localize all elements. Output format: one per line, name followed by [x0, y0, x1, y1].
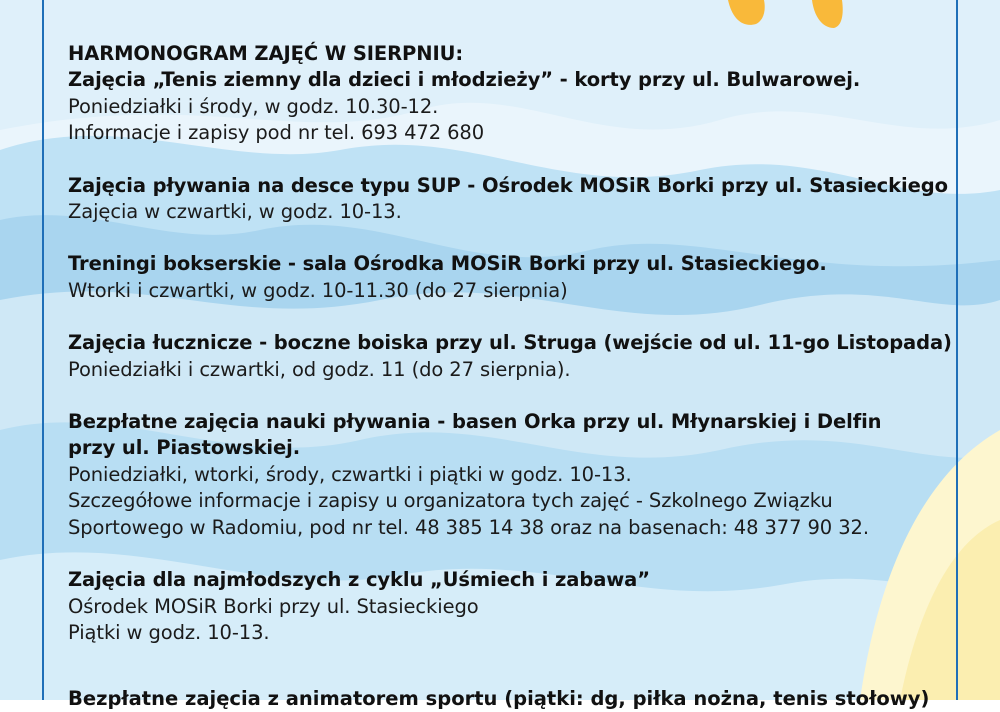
- spacer: [68, 304, 948, 330]
- section-line: Sportowego w Radomiu, pod nr tel. 48 385 14 38 oraz na basenach: 48 377 90 32.: [68, 515, 869, 539]
- spacer: [68, 225, 948, 251]
- section-title-boxing: Treningi bokserskie - sala Ośrodka MOSiR Borki przy ul. Stasieckiego.: [68, 252, 827, 276]
- spacer: [68, 147, 948, 173]
- section-line: Szczegółowe informacje i zapisy u organizatora tych zajęć - Szkolnego Związku: [68, 489, 833, 513]
- section-line: Poniedziałki, wtorki, środy, czwartki i piątki w godz. 10-13.: [68, 462, 632, 486]
- section-line: Poniedziałki i środy, w godz. 10.30-12.: [68, 94, 439, 118]
- frame-right-border: [956, 0, 958, 700]
- section-line: Informacje i zapisy pod nr tel. 693 472 680: [68, 121, 485, 145]
- section-line: Ośrodek MOSiR Borki przy ul. Stasieckiego: [68, 594, 479, 618]
- section-title-swimming-cont: przy ul. Piastowskiej.: [68, 436, 301, 460]
- cut-off-section-title: Bezpłatne zajęcia z animatorem sportu (piątki: dg, piłka nożna, tenis stołowy): [68, 687, 930, 710]
- section-title-tennis: Zajęcia „Tenis ziemny dla dzieci i młodzieży” - korty przy ul. Bulwarowej.: [68, 68, 861, 92]
- spacer: [68, 541, 948, 567]
- schedule-header: HARMONOGRAM ZAJĘĆ W SIERPNIU:: [68, 42, 464, 65]
- section-line: Zajęcia w czwartki, w godz. 10-13.: [68, 200, 402, 224]
- section-line: Poniedziałki i czwartki, od godz. 11 (do 27 sierpnia).: [68, 357, 571, 381]
- section-title-sup: Zajęcia pływania na desce typu SUP - Ośrodek MOSiR Borki przy ul. Stasieckiego: [68, 173, 948, 197]
- section-title-swimming: Bezpłatne zajęcia nauki pływania - basen Orka przy ul. Młynarskiej i Delfin: [68, 410, 882, 434]
- schedule-document: [68, 41, 952, 646]
- section-line: Wtorki i czwartki, w godz. 10-11.30 (do 27 sierpnia): [68, 278, 568, 302]
- spacer: [68, 383, 948, 409]
- section-title-archery: Zajęcia łucznicze - boczne boiska przy ul. Struga (wejście od ul. 11-go Listopada): [68, 331, 952, 355]
- frame-left-border: [42, 0, 44, 700]
- section-title-kids: Zajęcia dla najmłodszych z cyklu „Uśmiech i zabawa”: [68, 568, 650, 592]
- section-line: Piątki w godz. 10-13.: [68, 620, 270, 644]
